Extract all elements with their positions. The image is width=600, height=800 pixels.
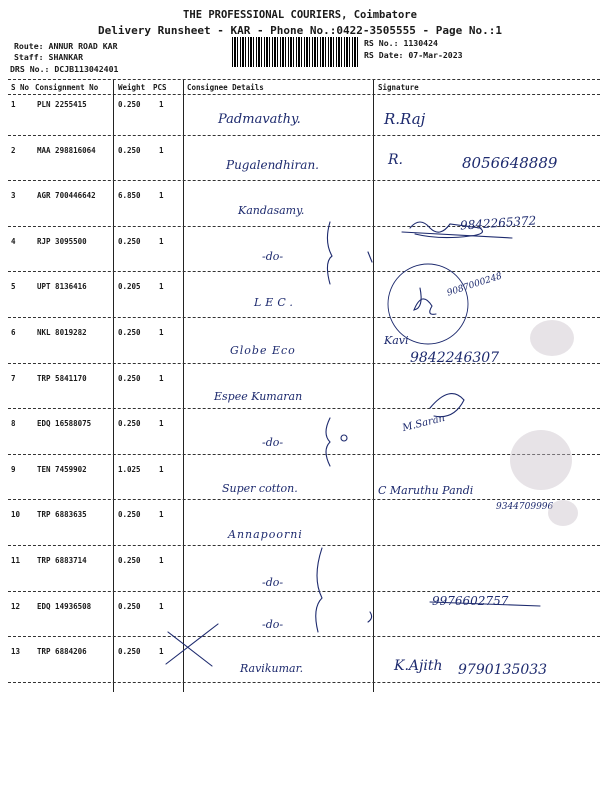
col-header-sno: S No: [11, 83, 30, 92]
row-consignment-no: MAA 298816064: [37, 145, 96, 155]
handwritten-signature: R.Raj: [384, 110, 426, 128]
column-divider: [373, 80, 374, 692]
col-header-signature: Signature: [378, 83, 419, 92]
row-weight: 0.250: [118, 236, 141, 246]
paper-stain: [548, 500, 578, 526]
row-sno: 4: [11, 236, 16, 246]
row-divider: [8, 408, 600, 409]
row-divider: [8, 180, 600, 181]
row-sno: 11: [11, 556, 21, 565]
handwritten-consignee: LEC.: [254, 296, 297, 309]
row-weight: 0.250: [118, 100, 141, 109]
ink-dot: [341, 435, 347, 441]
row-sno: 9: [11, 464, 16, 474]
handwritten-signature: R.: [388, 152, 403, 168]
row-pcs: 1: [159, 191, 164, 201]
column-divider: [183, 80, 184, 692]
col-header-consignment: Consignment No: [35, 83, 99, 92]
row-sno: 10: [11, 510, 21, 520]
row-pcs: 1: [159, 100, 164, 109]
row-pcs: 1: [159, 419, 164, 429]
handwritten-consignee: Kandasamy.: [238, 204, 305, 217]
rs-date-line: [364, 50, 463, 60]
handwritten-consignee: -do-: [262, 576, 284, 589]
table-top-rule: [8, 79, 600, 80]
handwritten-consignee: -do-: [262, 250, 284, 263]
row-weight: 0.205: [118, 282, 141, 292]
col-header-consignee: Consignee Details: [187, 83, 264, 92]
row-weight: 0.250: [118, 510, 141, 520]
row-consignment-no: PLN 2255415: [37, 100, 87, 109]
staff-value: SHANKAR: [48, 52, 84, 62]
route-value: ANNUR ROAD KAR: [48, 41, 118, 51]
row-pcs: 1: [159, 236, 164, 246]
row-weight: 0.250: [118, 601, 141, 611]
row-weight: 0.250: [118, 373, 141, 383]
rs-no-line: [364, 38, 438, 48]
row-pcs: 1: [159, 282, 164, 292]
row-consignment-no: TRP 5841170: [37, 373, 87, 383]
row-sno: 3: [11, 191, 16, 201]
handwritten-signature: M.Saran: [401, 412, 447, 435]
handwritten-phone: 9976602757: [432, 594, 509, 608]
col-header-pcs: PCS: [153, 83, 167, 92]
rs-date-label: RS Date:: [364, 50, 404, 60]
row-consignment-no: RJP 3095500: [37, 236, 87, 246]
row-pcs: 1: [159, 464, 164, 474]
handwritten-phone: 9842265372: [459, 213, 537, 233]
row-divider: [8, 363, 600, 364]
row-pcs: 1: [159, 556, 164, 565]
row-weight: 0.250: [118, 647, 141, 657]
stamp-circle: [388, 264, 468, 344]
handwritten-phone: 9087000248: [445, 271, 504, 299]
paper-stain: [510, 430, 572, 490]
handwritten-phone: 9344709996: [496, 502, 554, 512]
row-divider: [8, 636, 600, 637]
handwritten-consignee: Espee Kumaran: [214, 390, 303, 403]
ditto-brace: [326, 418, 330, 466]
row-pcs: 1: [159, 601, 164, 611]
row-weight: 6.850: [118, 191, 141, 201]
handwritten-consignee: Super cotton.: [222, 482, 298, 495]
barcode: [232, 37, 358, 67]
document-title: THE PROFESSIONAL COURIERS, Coimbatore: [183, 9, 417, 21]
handwritten-signature: C Maruthu Pandi: [378, 484, 474, 497]
route-line: [14, 41, 118, 51]
row-divider: [8, 271, 600, 272]
row-sno: 1: [11, 100, 16, 109]
row-weight: 0.250: [118, 328, 141, 337]
row-divider: [8, 682, 600, 683]
row-divider: [8, 135, 600, 136]
row-weight: 1.025: [118, 464, 141, 474]
col-header-weight: Weight: [118, 83, 146, 92]
row-sno: 13: [11, 647, 21, 657]
row-sno: 8: [11, 419, 16, 429]
handwritten-consignee: Padmavathy.: [218, 112, 301, 127]
staff-line: [14, 52, 83, 62]
strike-mark: [402, 232, 512, 238]
row-sno: 5: [11, 282, 16, 292]
handwritten-consignee: Ravikumar.: [240, 662, 304, 675]
paper-stain: [530, 320, 574, 356]
handwritten-consignee: Globe Eco: [230, 344, 296, 357]
row-sno: 12: [11, 601, 21, 611]
row-weight: 0.250: [118, 419, 141, 429]
row-weight: 0.250: [118, 145, 141, 155]
handwritten-phone: 9842246307: [410, 350, 500, 366]
row-pcs: 1: [159, 647, 164, 657]
row-consignment-no: TEN 7459902: [37, 464, 87, 474]
row-consignment-no: EDQ 14936508: [37, 601, 92, 611]
row-consignment-no: NKL 8019282: [37, 328, 87, 337]
handwritten-phone: 9790135033: [458, 662, 548, 678]
stamp-scribble: [414, 288, 436, 314]
rs-no-label: RS No.:: [364, 38, 399, 48]
row-consignment-no: TRP 6883714: [37, 556, 87, 565]
handwritten-consignee: -do-: [262, 618, 284, 631]
row-consignment-no: AGR 700446642: [37, 191, 96, 201]
row-consignment-no: TRP 6883635: [37, 510, 87, 520]
row-divider: [8, 545, 600, 546]
drs-value: DCJB113042401: [54, 64, 119, 74]
row-divider: [8, 317, 600, 318]
row-consignment-no: UPT 8136416: [37, 282, 87, 292]
row-divider: [8, 499, 600, 500]
scribble-mark: [430, 394, 464, 417]
handwritten-signature: K.Ajith: [394, 658, 443, 674]
row-pcs: 1: [159, 145, 164, 155]
drs-label: DRS No.:: [10, 64, 50, 74]
rs-date-value: 07-Mar-2023: [408, 50, 463, 60]
handwritten-phone: 8056648889: [462, 154, 558, 172]
row-weight: 0.250: [118, 556, 141, 565]
staff-label: Staff:: [14, 52, 44, 62]
row-consignment-no: EDQ 16588075: [37, 419, 92, 429]
cross-mark: [166, 624, 218, 664]
row-sno: 7: [11, 373, 16, 383]
route-label: Route:: [14, 41, 44, 51]
ditto-brace: [327, 222, 332, 284]
handwritten-consignee: Pugalendhiran.: [226, 158, 319, 172]
document-subtitle: Delivery Runsheet - KAR - Phone No.:0422-3505555 - Page No.:1: [98, 24, 502, 37]
handwritten-consignee: Annapoorni: [228, 528, 303, 541]
row-consignment-no: TRP 6884206: [37, 647, 87, 657]
row-pcs: 1: [159, 510, 164, 520]
row-sno: 2: [11, 145, 16, 155]
handwritten-consignee: -do-: [262, 436, 284, 449]
scribble-mark: [368, 612, 372, 622]
row-pcs: 1: [159, 328, 164, 337]
column-divider: [113, 80, 114, 692]
table-header-rule: [8, 94, 600, 95]
handwritten-signature: Kavi: [384, 334, 409, 347]
row-divider: [8, 591, 600, 592]
row-pcs: 1: [159, 373, 164, 383]
rs-no-value: 1130424: [403, 38, 438, 48]
drs-line: [10, 64, 118, 74]
tick-mark: [368, 252, 372, 262]
row-sno: 6: [11, 328, 16, 337]
